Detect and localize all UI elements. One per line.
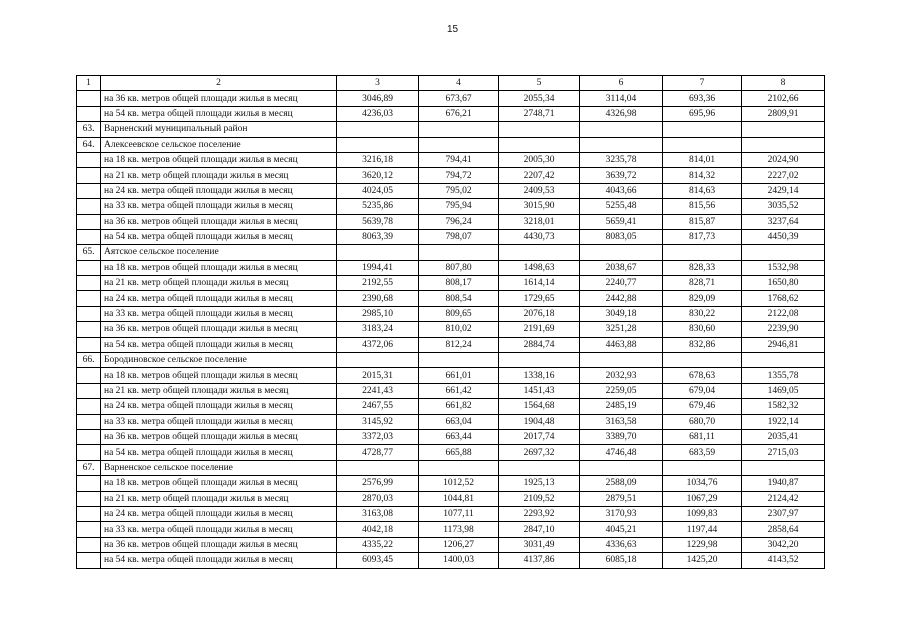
empty-cell [580, 137, 663, 152]
value-cell: 814,01 [663, 152, 742, 167]
column-number: 8 [742, 76, 825, 91]
row-number-cell [77, 106, 101, 121]
value-cell: 2985,10 [337, 306, 419, 321]
value-cell: 794,41 [419, 152, 499, 167]
value-cell: 5639,78 [337, 214, 419, 229]
empty-cell [663, 460, 742, 475]
value-cell: 1451,43 [499, 383, 580, 398]
row-description: на 33 кв. метра общей площади жилья в месяц [101, 522, 337, 537]
empty-cell [499, 245, 580, 260]
table-row [77, 506, 825, 521]
table-row [77, 414, 825, 429]
table-row [77, 322, 825, 337]
value-cell: 673,67 [419, 91, 499, 106]
value-cell: 1197,44 [663, 522, 742, 537]
value-cell: 4024,05 [337, 183, 419, 198]
value-cell: 2015,31 [337, 368, 419, 383]
table-row [77, 553, 825, 568]
value-cell: 1338,16 [499, 368, 580, 383]
empty-cell [663, 353, 742, 368]
empty-cell [742, 245, 825, 260]
value-cell: 3170,93 [580, 506, 663, 521]
value-cell: 807,80 [419, 260, 499, 275]
row-number-cell [77, 199, 101, 214]
empty-cell [499, 122, 580, 137]
value-cell: 796,24 [419, 214, 499, 229]
column-number: 2 [101, 76, 337, 91]
empty-cell [663, 122, 742, 137]
column-number: 3 [337, 76, 419, 91]
empty-cell [663, 245, 742, 260]
section-row [77, 137, 825, 152]
value-cell: 4746,48 [580, 445, 663, 460]
value-cell: 1044,81 [419, 491, 499, 506]
value-cell: 683,59 [663, 445, 742, 460]
row-number-cell [77, 445, 101, 460]
table-row [77, 429, 825, 444]
empty-cell [419, 460, 499, 475]
value-cell: 1206,27 [419, 537, 499, 552]
row-number-cell [77, 229, 101, 244]
table-row [77, 91, 825, 106]
table-row [77, 183, 825, 198]
value-cell: 810,02 [419, 322, 499, 337]
value-cell: 2946,81 [742, 337, 825, 352]
empty-cell [337, 245, 419, 260]
empty-cell [419, 122, 499, 137]
section-title: Бородиновское сельское поселение [101, 353, 337, 368]
value-cell: 4326,98 [580, 106, 663, 121]
value-cell: 832,86 [663, 337, 742, 352]
value-cell: 794,72 [419, 168, 499, 183]
value-cell: 663,04 [419, 414, 499, 429]
value-cell: 3049,18 [580, 306, 663, 321]
table-row [77, 476, 825, 491]
value-cell: 678,63 [663, 368, 742, 383]
value-cell: 2390,68 [337, 291, 419, 306]
table-row [77, 260, 825, 275]
value-cell: 2847,10 [499, 522, 580, 537]
value-cell: 1614,14 [499, 276, 580, 291]
value-cell: 676,21 [419, 106, 499, 121]
value-cell: 1922,14 [742, 414, 825, 429]
value-cell: 2227,02 [742, 168, 825, 183]
value-cell: 4463,88 [580, 337, 663, 352]
value-cell: 3235,78 [580, 152, 663, 167]
value-cell: 695,96 [663, 106, 742, 121]
value-cell: 1994,41 [337, 260, 419, 275]
table-row [77, 199, 825, 214]
value-cell: 1425,20 [663, 553, 742, 568]
value-cell: 2870,03 [337, 491, 419, 506]
section-title: Варненский муниципальный район [101, 122, 337, 137]
row-description: на 18 кв. метров общей площади жилья в месяц [101, 368, 337, 383]
value-cell: 2809,91 [742, 106, 825, 121]
row-description: на 36 кв. метров общей площади жилья в месяц [101, 214, 337, 229]
value-cell: 3639,72 [580, 168, 663, 183]
value-cell: 4042,18 [337, 522, 419, 537]
value-cell: 2748,71 [499, 106, 580, 121]
row-description: на 18 кв. метров общей площади жилья в месяц [101, 260, 337, 275]
row-description: на 36 кв. метров общей площади жилья в месяц [101, 429, 337, 444]
value-cell: 2884,74 [499, 337, 580, 352]
empty-cell [580, 353, 663, 368]
section-row [77, 353, 825, 368]
value-cell: 2109,52 [499, 491, 580, 506]
value-cell: 8083,05 [580, 229, 663, 244]
value-cell: 1564,68 [499, 399, 580, 414]
value-cell: 795,02 [419, 183, 499, 198]
value-cell: 2409,53 [499, 183, 580, 198]
row-number-cell [77, 553, 101, 568]
value-cell: 2485,19 [580, 399, 663, 414]
row-number-cell [77, 291, 101, 306]
value-cell: 3046,89 [337, 91, 419, 106]
value-cell: 808,17 [419, 276, 499, 291]
table-row [77, 291, 825, 306]
row-number-cell [77, 91, 101, 106]
row-number-cell [77, 522, 101, 537]
value-cell: 814,63 [663, 183, 742, 198]
value-cell: 2192,55 [337, 276, 419, 291]
table-body [77, 76, 825, 569]
value-cell: 2240,77 [580, 276, 663, 291]
section-number: 67. [77, 460, 101, 475]
value-cell: 681,11 [663, 429, 742, 444]
table-row [77, 491, 825, 506]
row-description: на 33 кв. метра общей площади жилья в месяц [101, 199, 337, 214]
value-cell: 1768,62 [742, 291, 825, 306]
value-cell: 809,65 [419, 306, 499, 321]
value-cell: 3015,90 [499, 199, 580, 214]
value-cell: 3042,20 [742, 537, 825, 552]
row-description: на 24 кв. метра общей площади жилья в месяц [101, 291, 337, 306]
row-description: на 18 кв. метров общей площади жилья в месяц [101, 476, 337, 491]
section-title: Варненское сельское поселение [101, 460, 337, 475]
value-cell: 4430,73 [499, 229, 580, 244]
row-number-cell [77, 337, 101, 352]
value-cell: 2102,66 [742, 91, 825, 106]
section-title: Аятское сельское поселение [101, 245, 337, 260]
value-cell: 1940,87 [742, 476, 825, 491]
row-number-cell [77, 168, 101, 183]
table-row [77, 445, 825, 460]
value-cell: 4335,22 [337, 537, 419, 552]
row-description: на 21 кв. метр общей площади жилья в месяц [101, 491, 337, 506]
value-cell: 680,70 [663, 414, 742, 429]
empty-cell [419, 245, 499, 260]
value-cell: 1099,83 [663, 506, 742, 521]
value-cell: 3237,64 [742, 214, 825, 229]
value-cell: 814,32 [663, 168, 742, 183]
row-description: на 54 кв. метра общей площади жилья в месяц [101, 553, 337, 568]
value-cell: 6085,18 [580, 553, 663, 568]
row-number-cell [77, 506, 101, 521]
row-description: на 54 кв. метра общей площади жилья в месяц [101, 445, 337, 460]
value-cell: 812,24 [419, 337, 499, 352]
value-cell: 2442,88 [580, 291, 663, 306]
section-row [77, 460, 825, 475]
empty-cell [742, 460, 825, 475]
value-cell: 3389,70 [580, 429, 663, 444]
value-cell: 1077,11 [419, 506, 499, 521]
table-row [77, 152, 825, 167]
value-cell: 1904,48 [499, 414, 580, 429]
value-cell: 2239,90 [742, 322, 825, 337]
column-number: 4 [419, 76, 499, 91]
value-cell: 798,07 [419, 229, 499, 244]
column-number: 1 [77, 76, 101, 91]
empty-cell [663, 137, 742, 152]
row-number-cell [77, 260, 101, 275]
value-cell: 1729,65 [499, 291, 580, 306]
value-cell: 1229,98 [663, 537, 742, 552]
row-number-cell [77, 183, 101, 198]
value-cell: 693,36 [663, 91, 742, 106]
value-cell: 3620,12 [337, 168, 419, 183]
section-row [77, 245, 825, 260]
row-number-cell [77, 383, 101, 398]
value-cell: 1582,32 [742, 399, 825, 414]
row-description: на 36 кв. метров общей площади жилья в месяц [101, 537, 337, 552]
empty-cell [580, 460, 663, 475]
table-row [77, 337, 825, 352]
table-row [77, 168, 825, 183]
empty-cell [499, 137, 580, 152]
value-cell: 8063,39 [337, 229, 419, 244]
row-description: на 21 кв. метр общей площади жилья в месяц [101, 168, 337, 183]
row-number-cell [77, 476, 101, 491]
value-cell: 2122,08 [742, 306, 825, 321]
value-cell: 1034,76 [663, 476, 742, 491]
empty-cell [742, 353, 825, 368]
table-row [77, 399, 825, 414]
value-cell: 661,01 [419, 368, 499, 383]
empty-cell [499, 460, 580, 475]
value-cell: 3163,58 [580, 414, 663, 429]
table-row [77, 214, 825, 229]
value-cell: 2191,69 [499, 322, 580, 337]
value-cell: 3218,01 [499, 214, 580, 229]
value-cell: 679,04 [663, 383, 742, 398]
value-cell: 2467,55 [337, 399, 419, 414]
section-title: Алексеевское сельское поселение [101, 137, 337, 152]
section-row [77, 122, 825, 137]
tariff-table [76, 75, 825, 569]
value-cell: 2005,30 [499, 152, 580, 167]
value-cell: 3251,28 [580, 322, 663, 337]
value-cell: 661,82 [419, 399, 499, 414]
row-description: на 21 кв. метр общей площади жилья в месяц [101, 383, 337, 398]
value-cell: 2017,74 [499, 429, 580, 444]
value-cell: 2576,99 [337, 476, 419, 491]
row-description: на 36 кв. метров общей площади жилья в месяц [101, 322, 337, 337]
value-cell: 3372,03 [337, 429, 419, 444]
value-cell: 1400,03 [419, 553, 499, 568]
value-cell: 2241,43 [337, 383, 419, 398]
value-cell: 1532,98 [742, 260, 825, 275]
value-cell: 2035,41 [742, 429, 825, 444]
value-cell: 4336,63 [580, 537, 663, 552]
value-cell: 2588,09 [580, 476, 663, 491]
value-cell: 2124,42 [742, 491, 825, 506]
value-cell: 661,42 [419, 383, 499, 398]
value-cell: 2715,03 [742, 445, 825, 460]
table-row [77, 106, 825, 121]
empty-cell [337, 137, 419, 152]
value-cell: 4045,21 [580, 522, 663, 537]
empty-cell [337, 460, 419, 475]
row-description: на 18 кв. метров общей площади жилья в месяц [101, 152, 337, 167]
value-cell: 1925,13 [499, 476, 580, 491]
value-cell: 2055,34 [499, 91, 580, 106]
table-row [77, 276, 825, 291]
value-cell: 3216,18 [337, 152, 419, 167]
row-description: на 24 кв. метра общей площади жилья в месяц [101, 506, 337, 521]
row-description: на 33 кв. метра общей площади жилья в месяц [101, 414, 337, 429]
value-cell: 3183,24 [337, 322, 419, 337]
row-description: на 36 кв. метров общей площади жилья в месяц [101, 91, 337, 106]
page-number: 15 [446, 24, 459, 35]
row-description: на 21 кв. метр общей площади жилья в месяц [101, 276, 337, 291]
table-row [77, 537, 825, 552]
value-cell: 3145,92 [337, 414, 419, 429]
value-cell: 817,73 [663, 229, 742, 244]
value-cell: 2076,18 [499, 306, 580, 321]
column-number-row [77, 76, 825, 91]
value-cell: 2307,97 [742, 506, 825, 521]
empty-cell [742, 122, 825, 137]
value-cell: 2038,67 [580, 260, 663, 275]
column-number: 6 [580, 76, 663, 91]
value-cell: 4728,77 [337, 445, 419, 460]
value-cell: 2024,90 [742, 152, 825, 167]
row-description: на 24 кв. метра общей площади жилья в месяц [101, 183, 337, 198]
empty-cell [337, 122, 419, 137]
value-cell: 2259,05 [580, 383, 663, 398]
row-number-cell [77, 214, 101, 229]
column-number: 7 [663, 76, 742, 91]
value-cell: 830,60 [663, 322, 742, 337]
value-cell: 2697,32 [499, 445, 580, 460]
row-number-cell [77, 429, 101, 444]
value-cell: 1012,52 [419, 476, 499, 491]
value-cell: 3163,08 [337, 506, 419, 521]
section-number: 65. [77, 245, 101, 260]
value-cell: 665,88 [419, 445, 499, 460]
table-row [77, 383, 825, 398]
empty-cell [580, 122, 663, 137]
value-cell: 2293,92 [499, 506, 580, 521]
row-description: на 33 кв. метра общей площади жилья в месяц [101, 306, 337, 321]
value-cell: 795,94 [419, 199, 499, 214]
table-row [77, 368, 825, 383]
value-cell: 1498,63 [499, 260, 580, 275]
value-cell: 4236,03 [337, 106, 419, 121]
value-cell: 679,46 [663, 399, 742, 414]
row-description: на 54 кв. метра общей площади жилья в месяц [101, 229, 337, 244]
value-cell: 5255,48 [580, 199, 663, 214]
value-cell: 2879,51 [580, 491, 663, 506]
value-cell: 4137,86 [499, 553, 580, 568]
value-cell: 3114,04 [580, 91, 663, 106]
value-cell: 4372,06 [337, 337, 419, 352]
column-number: 5 [499, 76, 580, 91]
value-cell: 1355,78 [742, 368, 825, 383]
row-number-cell [77, 368, 101, 383]
value-cell: 828,71 [663, 276, 742, 291]
value-cell: 2858,64 [742, 522, 825, 537]
row-description: на 54 кв. метра общей площади жилья в месяц [101, 106, 337, 121]
row-number-cell [77, 306, 101, 321]
row-number-cell [77, 152, 101, 167]
table-row [77, 306, 825, 321]
value-cell: 1173,98 [419, 522, 499, 537]
value-cell: 1469,05 [742, 383, 825, 398]
row-description: на 24 кв. метра общей площади жилья в месяц [101, 399, 337, 414]
value-cell: 808,54 [419, 291, 499, 306]
row-number-cell [77, 322, 101, 337]
value-cell: 815,56 [663, 199, 742, 214]
value-cell: 1067,29 [663, 491, 742, 506]
empty-cell [742, 137, 825, 152]
table-row [77, 522, 825, 537]
value-cell: 663,44 [419, 429, 499, 444]
value-cell: 2032,93 [580, 368, 663, 383]
value-cell: 3031,49 [499, 537, 580, 552]
value-cell: 5659,41 [580, 214, 663, 229]
empty-cell [419, 137, 499, 152]
empty-cell [337, 353, 419, 368]
section-number: 66. [77, 353, 101, 368]
section-number: 64. [77, 137, 101, 152]
section-number: 63. [77, 122, 101, 137]
row-number-cell [77, 491, 101, 506]
value-cell: 2207,42 [499, 168, 580, 183]
table-row [77, 229, 825, 244]
value-cell: 815,87 [663, 214, 742, 229]
row-number-cell [77, 414, 101, 429]
value-cell: 829,09 [663, 291, 742, 306]
row-number-cell [77, 537, 101, 552]
empty-cell [419, 353, 499, 368]
empty-cell [499, 353, 580, 368]
value-cell: 2429,14 [742, 183, 825, 198]
value-cell: 1650,80 [742, 276, 825, 291]
value-cell: 4450,39 [742, 229, 825, 244]
empty-cell [580, 245, 663, 260]
value-cell: 830,22 [663, 306, 742, 321]
value-cell: 828,33 [663, 260, 742, 275]
value-cell: 4043,66 [580, 183, 663, 198]
value-cell: 6093,45 [337, 553, 419, 568]
row-description: на 54 кв. метра общей площади жилья в месяц [101, 337, 337, 352]
value-cell: 3035,52 [742, 199, 825, 214]
row-number-cell [77, 399, 101, 414]
row-number-cell [77, 276, 101, 291]
value-cell: 5235,86 [337, 199, 419, 214]
value-cell: 4143,52 [742, 553, 825, 568]
